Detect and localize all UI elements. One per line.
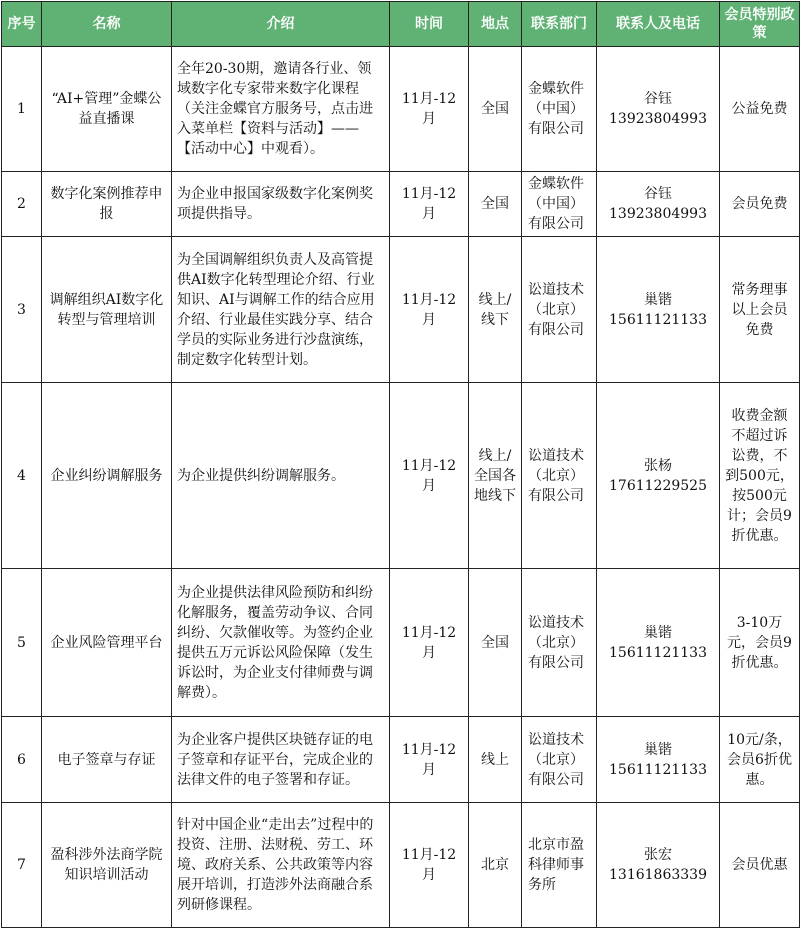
contact-name: 谷钰 xyxy=(644,186,672,202)
row-policy: 公益免费 xyxy=(720,47,800,172)
row-intro: 为企业客户提供区块链存证的电子签章和存证平台，完成企业的法律文件的电子签署和存证。 xyxy=(172,717,390,803)
row-index: 4 xyxy=(2,383,42,569)
contact-phone: 15611121133 xyxy=(609,644,707,661)
row-intro: 为全国调解组织负责人及高管提供AI数字化转型理论介绍、行业知识、AI与调解工作的结合应用介绍、行业最佳实践分享、结合学员的实际业务进行沙盘演练，制定数字化转型计划。 xyxy=(172,237,390,383)
contact-name: 巢锴 xyxy=(644,741,672,758)
header-contact: 联系人及电话 xyxy=(597,2,720,47)
row-policy: 10元/条，会员6折优惠。 xyxy=(720,717,800,803)
row-index: 6 xyxy=(2,717,42,803)
contact-phone: 17611229525 xyxy=(609,477,707,494)
header-name: 名称 xyxy=(42,2,172,47)
header-department: 联系部门 xyxy=(522,2,597,47)
row-index: 1 xyxy=(2,47,42,172)
row-time: 11月-12月 xyxy=(390,803,469,928)
row-time: 11月-12月 xyxy=(390,569,469,717)
row-time: 11月-12月 xyxy=(390,717,469,803)
table-row xyxy=(2,47,800,172)
row-time: 11月-12月 xyxy=(390,47,469,172)
row-department: 讼道技术（北京）有限公司 xyxy=(522,383,597,569)
row-department: 金蝶软件（中国）有限公司 xyxy=(522,172,597,237)
row-intro: 全年20-30期，邀请各行业、领域数字化专家带来数字化课程（关注金蝶官方服务号，点击进入菜单栏【资料与活动】——【活动中心】中观看）。 xyxy=(172,47,390,172)
contact-phone: 13161863339 xyxy=(609,867,707,883)
contact-phone: 13923804993 xyxy=(609,206,707,222)
row-name: 数字化案例推荐申报 xyxy=(42,172,172,237)
header-location: 地点 xyxy=(469,2,522,47)
row-policy: 会员免费 xyxy=(720,172,800,237)
row-location: 全国 xyxy=(469,47,522,172)
row-location: 线上/线下 xyxy=(469,237,522,383)
row-policy: 3-10万元，会员9折优惠。 xyxy=(720,569,800,717)
row-department: 讼道技术（北京）有限公司 xyxy=(522,569,597,717)
contact-name: 张宏 xyxy=(644,847,672,863)
row-location: 全国 xyxy=(469,172,522,237)
row-policy: 收费金额不超过诉讼费，不到500元，按500元计；会员9折优惠。 xyxy=(720,383,800,569)
contact-name: 巢锴 xyxy=(644,291,672,308)
row-location: 线上/全国各地线下 xyxy=(469,383,522,569)
row-time: 11月-12月 xyxy=(390,237,469,383)
row-department: 金蝶软件（中国）有限公司 xyxy=(522,47,597,172)
row-name: 盈科涉外法商学院知识培训活动 xyxy=(42,803,172,928)
table-row xyxy=(2,569,800,717)
contact-name: 谷钰 xyxy=(644,91,672,107)
header-index: 序号 xyxy=(2,2,42,47)
row-index: 3 xyxy=(2,237,42,383)
row-intro: 针对中国企业“走出去”过程中的投资、注册、法财税、劳工、环境、政府关系、公共政策等内容展开培训，打造涉外法商融合系列研修课程。 xyxy=(172,803,390,928)
row-contact xyxy=(597,237,720,383)
table-row xyxy=(2,172,800,237)
row-name: 电子签章与存证 xyxy=(42,717,172,803)
events-table xyxy=(1,1,800,928)
header-intro: 介绍 xyxy=(172,2,390,47)
row-index: 2 xyxy=(2,172,42,237)
row-location: 线上 xyxy=(469,717,522,803)
row-department: 讼道技术（北京）有限公司 xyxy=(522,237,597,383)
header-row xyxy=(2,2,800,47)
row-index: 5 xyxy=(2,569,42,717)
row-contact xyxy=(597,569,720,717)
contact-phone: 13923804993 xyxy=(609,111,707,127)
table-row xyxy=(2,717,800,803)
row-contact xyxy=(597,383,720,569)
contact-phone: 15611121133 xyxy=(609,761,707,778)
table-row xyxy=(2,383,800,569)
row-contact xyxy=(597,803,720,928)
row-contact xyxy=(597,47,720,172)
contact-name: 张杨 xyxy=(644,457,672,474)
contact-name: 巢锴 xyxy=(644,624,672,641)
row-time: 11月-12月 xyxy=(390,172,469,237)
row-policy: 会员优惠 xyxy=(720,803,800,928)
table-row xyxy=(2,803,800,928)
row-policy: 常务理事以上会员免费 xyxy=(720,237,800,383)
row-department: 讼道技术（北京）有限公司 xyxy=(522,717,597,803)
header-time: 时间 xyxy=(390,2,469,47)
row-location: 全国 xyxy=(469,569,522,717)
row-intro: 为企业提供法律风险预防和纠纷化解服务，覆盖劳动争议、合同纠纷、欠款催收等。为签约企业提供五万元诉讼风险保障（发生诉讼时，为企业支付律师费与调解费）。 xyxy=(172,569,390,717)
header-policy: 会员特别政策 xyxy=(720,2,800,47)
row-contact xyxy=(597,717,720,803)
row-name: 企业纠纷调解服务 xyxy=(42,383,172,569)
row-department: 北京市盈科律师事务所 xyxy=(522,803,597,928)
row-index: 7 xyxy=(2,803,42,928)
row-location: 北京 xyxy=(469,803,522,928)
row-name: “AI+管理”金蝶公益直播课 xyxy=(42,47,172,172)
row-time: 11月-12月 xyxy=(390,383,469,569)
contact-phone: 15611121133 xyxy=(609,311,707,328)
row-intro: 为企业提供纠纷调解服务。 xyxy=(172,383,390,569)
row-intro: 为企业申报国家级数字化案例奖项提供指导。 xyxy=(172,172,390,237)
table-row xyxy=(2,237,800,383)
row-name: 企业风险管理平台 xyxy=(42,569,172,717)
row-contact xyxy=(597,172,720,237)
row-name: 调解组织AI数字化转型与管理培训 xyxy=(42,237,172,383)
